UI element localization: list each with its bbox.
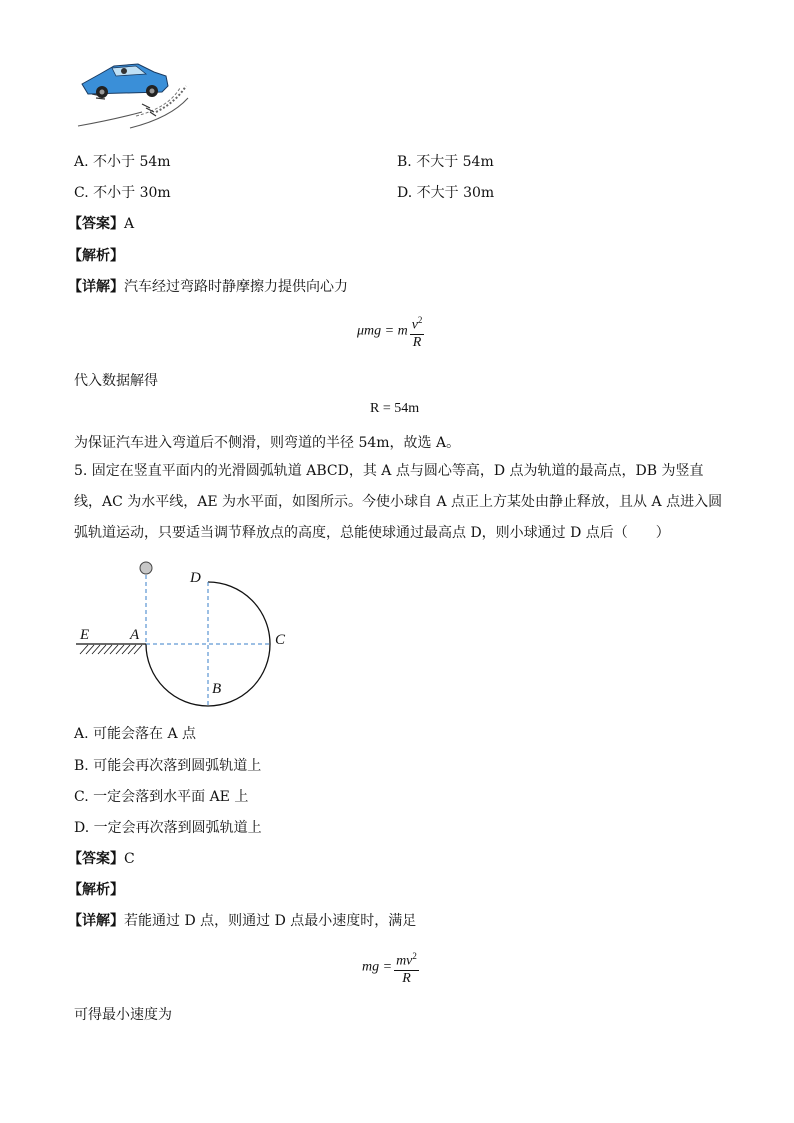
detail-line bbox=[68, 276, 348, 296]
q5-option-c: C. 一定会落到水平面 AE 上 bbox=[74, 789, 249, 805]
q5-analysis-tag: 【解析】 bbox=[68, 882, 124, 898]
circular-track-diagram bbox=[74, 555, 294, 710]
q5-formula bbox=[362, 948, 421, 987]
q5-detail-line bbox=[68, 910, 416, 930]
formula-fraction bbox=[410, 312, 425, 351]
analysis-tag: 【解析】 bbox=[68, 248, 124, 264]
formula-centripetal bbox=[357, 312, 426, 351]
label-a: A bbox=[130, 627, 140, 643]
q5-detail-tag: 【详解】 bbox=[68, 913, 124, 929]
q5-formula-fraction bbox=[394, 948, 419, 987]
q5-detail-text: 若能通过 D 点，则通过 D 点最小速度时，满足 bbox=[124, 913, 417, 929]
q5-min-speed-text: 可得最小速度为 bbox=[74, 1007, 172, 1023]
q5-formula-sup: 2 bbox=[412, 951, 417, 961]
option-b: B. 不大于 54m bbox=[397, 154, 494, 170]
label-e: E bbox=[80, 627, 90, 643]
q5-option-a: A. 可能会落在 A 点 bbox=[74, 726, 197, 742]
substitute-text: 代入数据解得 bbox=[74, 373, 158, 389]
q5-formula-den: R bbox=[402, 970, 411, 986]
formula-result: R = 54m bbox=[370, 401, 420, 416]
option-a: A. 不小于 54m bbox=[74, 154, 171, 170]
formula-left: μmg = m bbox=[357, 323, 408, 339]
conclusion-text: 为保证汽车进入弯道后不侧滑，则弯道的半径 54m，故选 A。 bbox=[74, 435, 461, 451]
q5-answer-value: C bbox=[124, 851, 135, 867]
q5-formula-num: mv bbox=[396, 953, 413, 969]
car-turning-image bbox=[72, 56, 192, 132]
formula-sup: 2 bbox=[417, 315, 423, 325]
question-5-stem: 5. 固定在竖直平面内的光滑圆弧轨道 ABCD，其 A 点与圆心等高，D 点为轨道的最高点，DB 为竖直线，AC 为水平线，AE 为水平面，如图所示。今使小球自 A 点正上方某处由静止释放，且从 A 点进入圆弧轨道运动，只要适当调节释放点的高度，总能使球通过最高点 D，则小球通过 D 点后（ ） bbox=[74, 463, 723, 541]
formula-den: R bbox=[412, 334, 422, 350]
q5-answer-tag: 【答案】 bbox=[68, 851, 124, 867]
formula-num: v bbox=[411, 317, 418, 333]
q5-answer-line bbox=[68, 848, 135, 868]
answer-line bbox=[68, 213, 134, 233]
q5-formula-left: mg = bbox=[362, 959, 393, 975]
q5-option-d: D. 一定会再次落到圆弧轨道上 bbox=[74, 820, 262, 836]
answer-value: A bbox=[124, 216, 135, 232]
label-b: B bbox=[212, 681, 222, 697]
detail-text: 汽车经过弯路时静摩擦力提供向心力 bbox=[124, 279, 348, 295]
label-c: C bbox=[275, 632, 286, 648]
option-c: C. 不小于 30m bbox=[74, 185, 171, 201]
answer-tag: 【答案】 bbox=[68, 216, 124, 232]
label-d: D bbox=[190, 570, 201, 586]
option-d: D. 不大于 30m bbox=[397, 185, 495, 201]
q5-option-b: B. 可能会再次落到圆弧轨道上 bbox=[74, 758, 262, 774]
detail-tag: 【详解】 bbox=[68, 279, 124, 295]
